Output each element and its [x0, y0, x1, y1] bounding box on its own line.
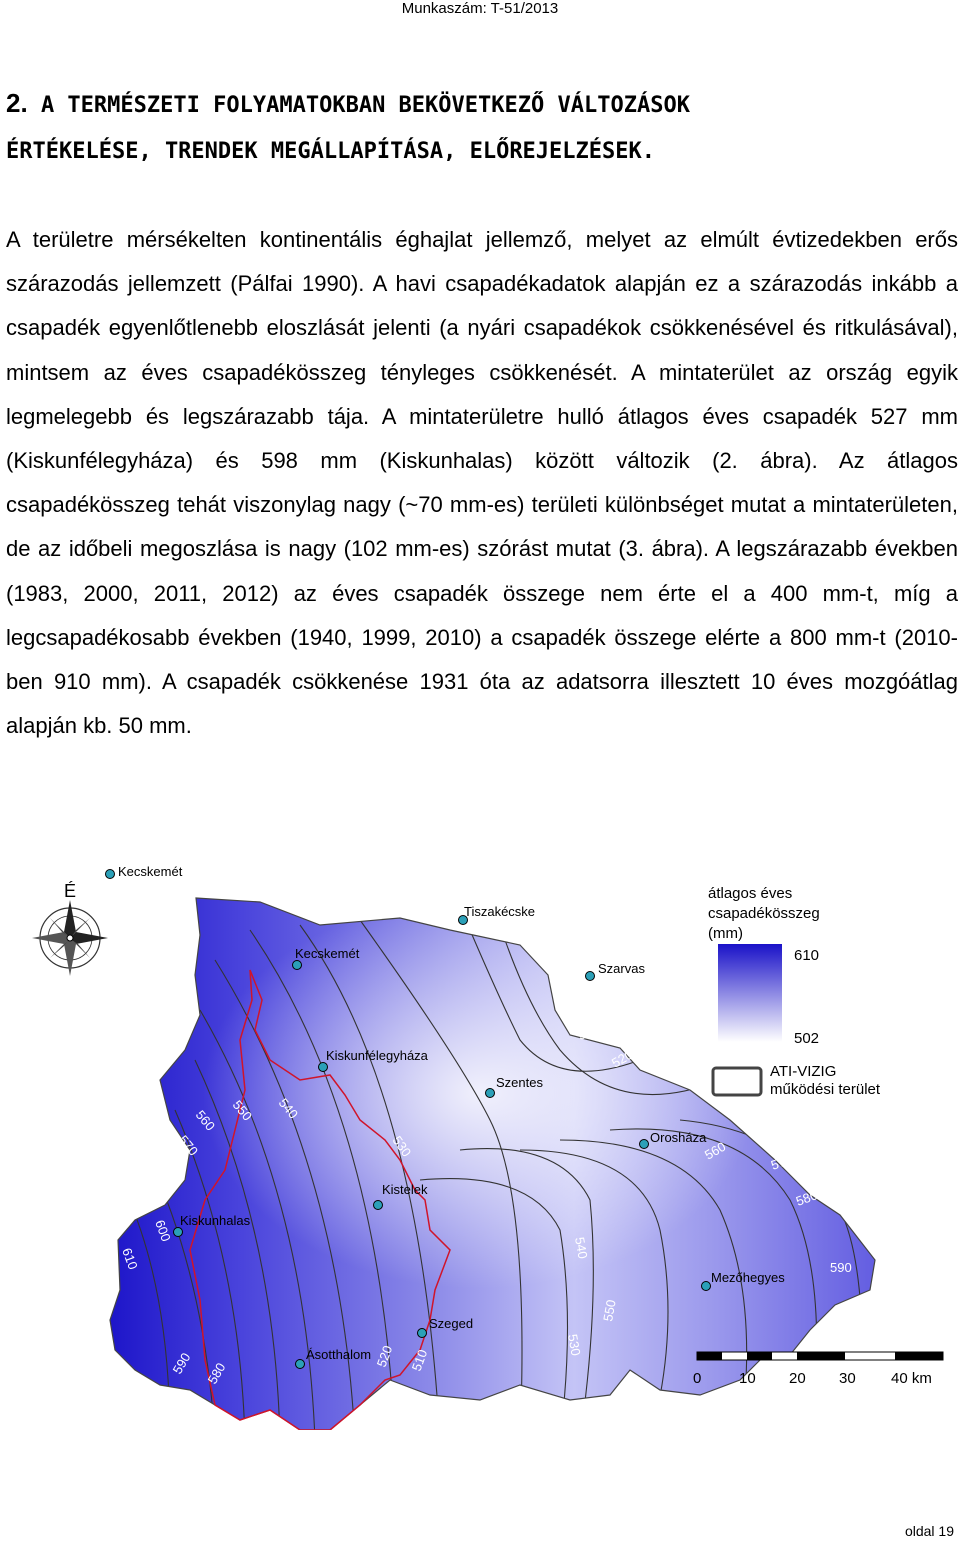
- svg-text:540: 540: [572, 1235, 591, 1260]
- legend-min-label: 502: [794, 1030, 820, 1047]
- svg-text:Tiszakécske: Tiszakécske: [464, 904, 536, 919]
- svg-text:590: 590: [830, 1260, 852, 1275]
- svg-text:Szentes: Szentes: [496, 1075, 543, 1090]
- svg-text:550: 550: [229, 1097, 256, 1124]
- svg-text:Szarvas: Szarvas: [598, 961, 645, 976]
- svg-text:Szeged: Szeged: [429, 1316, 474, 1331]
- legend-title-line-2: csapadékösszeg: [708, 905, 820, 922]
- svg-text:530: 530: [565, 1332, 584, 1357]
- compass-north-label: É: [64, 881, 77, 901]
- svg-text:600: 600: [152, 1217, 174, 1244]
- svg-text:570: 570: [175, 1132, 202, 1159]
- svg-text:520: 520: [373, 1343, 396, 1370]
- svg-text:590: 590: [169, 1350, 194, 1377]
- svg-text:580: 580: [204, 1360, 229, 1387]
- precipitation-map-figure: [0, 850, 960, 1430]
- scale-tick-10: 10: [739, 1370, 756, 1387]
- precipitation-map: [0, 850, 960, 1430]
- city-szarvas: [586, 961, 646, 981]
- svg-text:580: 580: [793, 1187, 820, 1209]
- map-legend: [708, 885, 881, 1098]
- svg-text:Kiskunfélegyháza: Kiskunfélegyháza: [326, 1048, 428, 1063]
- legend-color-ramp: [718, 944, 782, 1042]
- svg-text:Orosháza: Orosháza: [650, 1130, 707, 1145]
- scale-tick-40: 40 km: [891, 1370, 932, 1387]
- section-heading: [6, 80, 956, 175]
- svg-text:Kistelek: Kistelek: [382, 1182, 428, 1197]
- svg-text:510: 510: [575, 1021, 602, 1043]
- scale-tick-30: 30: [839, 1370, 856, 1387]
- body-paragraph: A területre mérsékelten kontinentális éghajlat jellemző, melyet az elmúlt évtizedekben erős szárazodás jellemzett (Pálfai 1990). A havi csapadékadatok alapján ez a szárazodás inkább a csapadék egyenlőtlenebb eloszlását jelenti (a nyári csapadékok csökkenésével és ritkulásával), mintsem az éves csapadékösszeg tényleges csökkenését. A mintaterület az ország egyik legmelegebb és legszárazabb tája. A mintaterületre hulló átlagos éves csapadék 527 mm (Kiskunfélegyháza) és 598 mm (Kiskunhalas) között változik (2. ábra). Az átlagos csapadékösszeg tehát viszonylag nagy (~70 mm-es) területi különbséget mutat a mintaterületen, de az időbeli megoszlása is nagy (102 mm-es) szórást mutat (3. ábra). A legszárazabb években (1983, 2000, 2011, 2012) az éves csapadék összege nem érte el a 400 mm-t, míg a legcsapadékosabb években (1940, 1999, 2010) a csapadék összege elérte a 800 mm-t (2010-ben 910 mm). A csapadék csökkenése 1931 óta az adatsorra illesztett 10 éves mozgóátlag alapján kb. 50 mm.: [6, 227, 958, 739]
- svg-text:520: 520: [609, 1046, 636, 1071]
- legend-area-swatch: [713, 1068, 761, 1095]
- svg-text:570: 570: [768, 1151, 795, 1173]
- scale-tick-20: 20: [789, 1370, 806, 1387]
- legend-area-label-1: ATI-VIZIG: [770, 1063, 837, 1080]
- section-number: 2.: [6, 88, 28, 118]
- legend-title-line-1: átlagos éves: [708, 885, 793, 902]
- svg-text:Kiskunhalas: Kiskunhalas: [180, 1213, 251, 1228]
- legend-title-line-3: (mm): [708, 925, 743, 942]
- svg-text:Kecskemét: Kecskemét: [295, 946, 360, 961]
- svg-text:540: 540: [275, 1095, 302, 1122]
- inset-city-label: Kecskemét: [118, 864, 183, 879]
- svg-text:510: 510: [408, 1347, 431, 1374]
- legend-max-label: 610: [794, 947, 820, 964]
- svg-text:Mezőhegyes: Mezőhegyes: [711, 1270, 785, 1285]
- svg-text:560: 560: [192, 1107, 219, 1134]
- page-number: oldal 19: [904, 1523, 954, 1539]
- svg-text:530: 530: [389, 1133, 415, 1160]
- svg-text:560: 560: [702, 1138, 729, 1163]
- document-reference: Munkaszám: T-51/2013: [401, 0, 559, 17]
- heading-line-2: ÉRTÉKELÉSE, TRENDEK MEGÁLLAPÍTÁSA, ELŐREJELZÉSEK.: [6, 139, 656, 164]
- scale-tick-0: 0: [693, 1370, 702, 1387]
- compass-rose: [32, 881, 108, 976]
- legend-area-label-2: működési terület: [770, 1081, 881, 1098]
- svg-text:610: 610: [119, 1245, 141, 1272]
- heading-line-1-text: A TERMÉSZETI FOLYAMATOKBAN BEKÖVETKEZŐ VÁLTOZÁSOK: [40, 93, 690, 118]
- inset-city-marker: [106, 864, 183, 879]
- svg-text:550: 550: [600, 1298, 619, 1323]
- heading-line-1: [6, 80, 956, 129]
- svg-text:Ásotthalom: Ásotthalom: [306, 1347, 372, 1362]
- city-tiszakecske: [459, 904, 536, 925]
